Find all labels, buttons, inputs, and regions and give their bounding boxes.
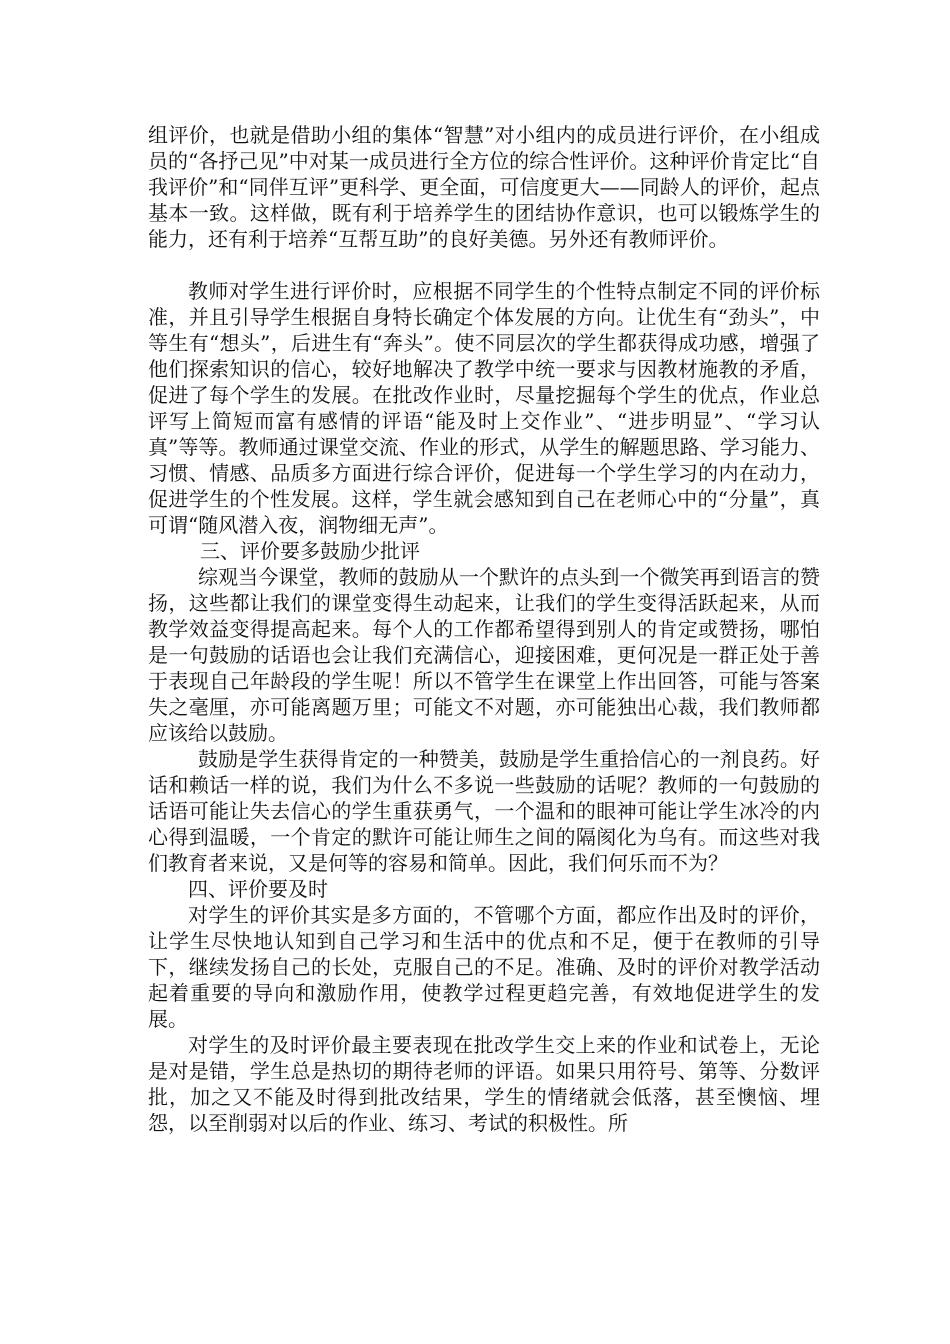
paragraph-encourage-1: 综观当今课堂，教师的鼓励从一个默许的点头到一个微笑再到语言的赞扬，这些都让我们的课堂变得生动起来，让我们的学生变得活跃起来，从而教学效益变得提高起来。每个人的工作都希望得到别人的肯定或赞扬，哪怕是一句鼓励的话语也会让我们充满信心，迎接困难，更何况是一群正处于善于表现自己年龄段的学生呢！所以不管学生在课堂上作出回答，可能与答案失之毫厘，亦可能离题万里；可能文不对题，亦可能独出心裁，我们教师都应该给以鼓励。 — [148, 565, 820, 745]
paragraph-timely-2: 对学生的及时评价最主要表现在批改学生交上来的作业和试卷上，无论是对是错，学生总是热切的期待老师的评语。如果只用符号、第等、分数评批，加之又不能及时得到批改结果，学生的情绪就会低落，甚至懊恼、埋怨，以至削弱对以后的作业、练习、考试的积极性。所 — [148, 1033, 820, 1135]
paragraph-group-evaluation: 组评价，也就是借助小组的集体“智慧”对小组内的成员进行评价，在小组成员的“各抒己见”中对某一成员进行全方位的综合性评价。这种评价肯定比“自我评价”和“同伴互评”更科学、更全面，可信度更大——同龄人的评价，起点基本一致。这样做，既有利于培养学生的团结协作意识，也可以锻炼学生的能力，还有利于培养“互帮互助”的良好美德。另外还有教师评价。 — [148, 123, 820, 251]
paragraph-teacher-evaluation: 教师对学生进行评价时，应根据不同学生的个性特点制定不同的评价标准，并且引导学生根据自身特长确定个体发展的方向。让优生有“劲头”，中等生有“想头”，后进生有“奔头”。使不同层次的学生都获得成功感，增强了他们探索知识的信心，较好地解决了教学中统一要求与因教材施教的矛盾，促进了每个学生的发展。在批改作业时，尽量挖掘每个学生的优点，作业总评写上简短而富有感情的评语“能及时上交作业”、“进步明显”、“学习认真”等等。教师通过课堂交流、作业的形式，从学生的解题思路、学习能力、习惯、情感、品质多方面进行综合评价，促进每一个学生学习的内在动力，促进学生的个性发展。这样，学生就会感知到自己在老师心中的“分量”，真可谓“随风潜入夜，润物细无声”。 — [148, 279, 820, 537]
section-heading-4: 四、评价要及时 — [188, 877, 328, 901]
section-heading-3: 三、评价要多鼓励少批评 — [200, 539, 420, 563]
paragraph-timely-1: 对学生的评价其实是多方面的，不管哪个方面，都应作出及时的评价，让学生尽快地认知到自己学习和生活中的优点和不足，便于在教师的引导下，继续发扬自己的长处，克服自己的不足。准确、及时的评价对教学活动起着重要的导向和激励作用，使教学过程更趋完善，有效地促进学生的发展。 — [148, 903, 820, 1031]
paragraph-encourage-2: 鼓励是学生获得肯定的一种赞美，鼓励是学生重拾信心的一剂良药。好话和赖话一样的说，我们为什么不多说一些鼓励的话呢？教师的一句鼓励的话语可能让失去信心的学生重获勇气，一个温和的眼神可能让学生冰冷的内心得到温暖，一个肯定的默许可能让师生之间的隔阂化为乌有。而这些对我们教育者来说，又是何等的容易和简单。因此，我们何乐而不为？ — [148, 747, 820, 875]
document-page — [148, 122, 820, 1136]
